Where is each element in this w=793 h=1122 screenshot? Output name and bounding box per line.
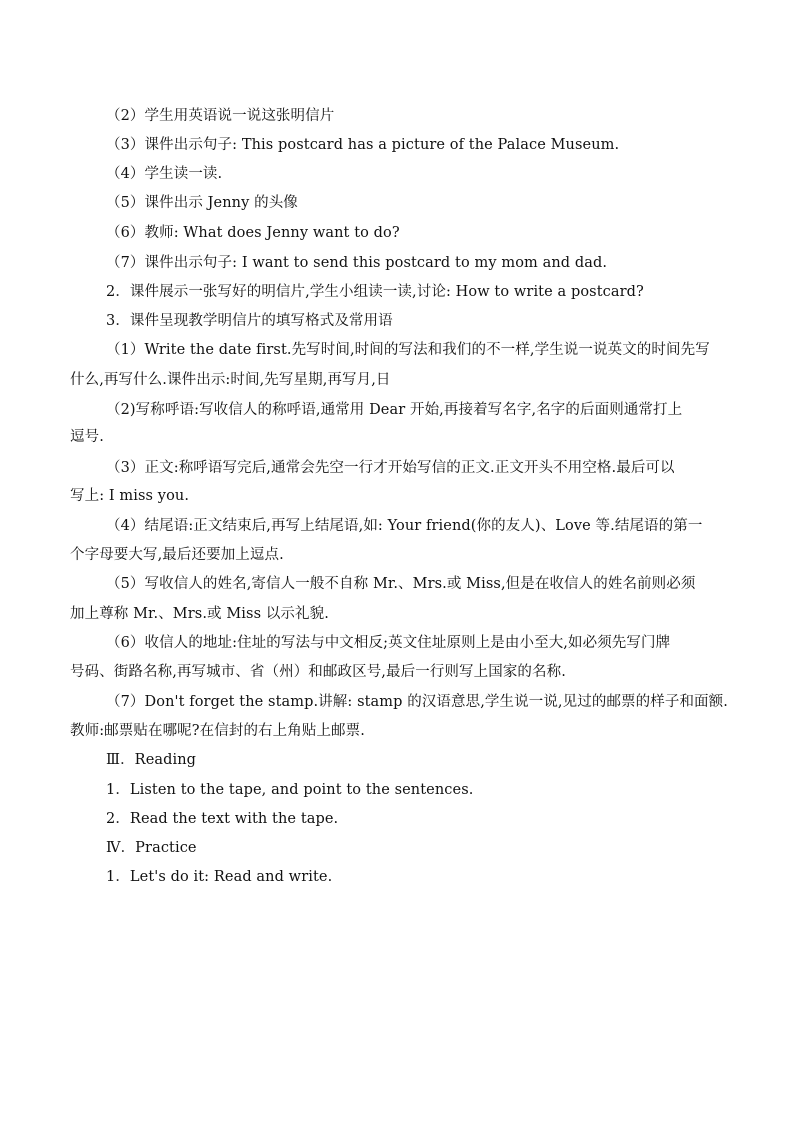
text-line: （2)写称呼语:写收信人的称呼语,通常用 Dear 开始,再接着写名字,名字的后面则通常打上 xyxy=(106,402,683,418)
text-line: 加上尊称 Mr.、Mrs.或 Miss 以示礼貌. xyxy=(70,606,329,622)
text-line: （7）课件出示句子: I want to send this postcard to my mom and dad. xyxy=(106,255,608,271)
text-line: 写上: I miss you. xyxy=(70,488,190,504)
text-line: 2．Read the text with the tape. xyxy=(106,811,339,827)
text-line: 1．Let's do it: Read and write. xyxy=(106,869,333,885)
text-line: （5）写收信人的姓名,寄信人一般不自称 Mr.、Mrs.或 Miss,但是在收信人的姓名前则必须 xyxy=(106,576,696,592)
text-line: 号码、街路名称,再写城市、省（州）和邮政区号,最后一行则写上国家的名称. xyxy=(70,664,566,680)
text-line: （7）Don't forget the stamp.讲解: stamp 的汉语意思,学生说一说,见过的邮票的样子和面额. xyxy=(106,694,728,710)
text-line: 教师:邮票贴在哪呢?在信封的右上角贴上邮票. xyxy=(70,723,365,739)
text-line: （2）学生用英语说一说这张明信片 xyxy=(106,108,335,124)
text-line: （6）收信人的地址:住址的写法与中文相反;英文住址原则上是由小至大,如必须先写门牌 xyxy=(106,635,671,651)
text-line: （1）Write the date first.先写时间,时间的写法和我们的不一样,学生说一说英文的时间先写 xyxy=(106,342,710,358)
text-line: 什么,再写什么.课件出示:时间,先写星期,再写月,日 xyxy=(70,372,391,388)
text-line: 逗号. xyxy=(70,429,104,445)
text-line: （3）课件出示句子: This postcard has a picture of the Palace Museum. xyxy=(106,137,620,153)
text-line: （6）教师: What does Jenny want to do? xyxy=(106,225,400,241)
text-line: （4）学生读一读. xyxy=(106,166,223,182)
text-line: 3．课件呈现教学明信片的填写格式及常用语 xyxy=(106,313,393,329)
text-line: 2．课件展示一张写好的明信片,学生小组读一读,讨论: How to write a postcard? xyxy=(106,284,644,300)
text-line: 1．Listen to the tape, and point to the sentences. xyxy=(106,782,474,798)
text-line: 个字母要大写,最后还要加上逗点. xyxy=(70,547,284,563)
section-heading: Ⅳ．Practice xyxy=(106,840,197,856)
text-line: （4）结尾语:正文结束后,再写上结尾语,如: Your friend(你的友人)、Love 等.结尾语的第一 xyxy=(106,518,703,534)
section-heading: Ⅲ．Reading xyxy=(106,752,197,768)
text-line: （5）课件出示 Jenny 的头像 xyxy=(106,195,298,211)
text-line: （3）正文:称呼语写完后,通常会先空一行才开始写信的正文.正文开头不用空格.最后可以 xyxy=(106,460,675,476)
